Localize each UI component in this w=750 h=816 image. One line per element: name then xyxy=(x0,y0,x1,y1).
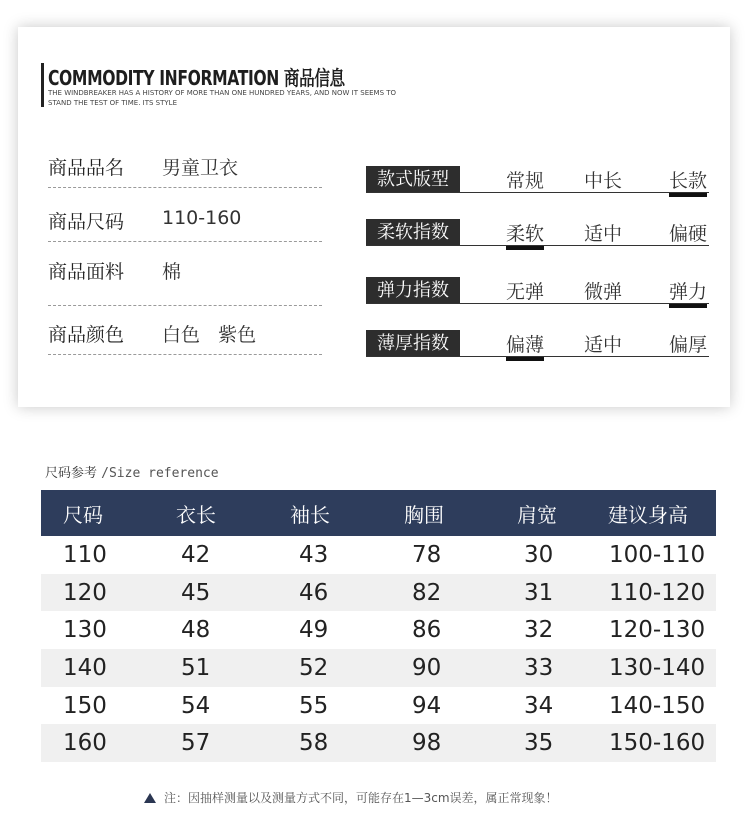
info-value: 110-160 xyxy=(162,207,242,229)
info-row-color xyxy=(48,320,322,350)
table-cell: 110-120 xyxy=(609,579,706,606)
table-cell: 35 xyxy=(524,730,554,757)
table-cell: 78 xyxy=(412,541,442,568)
attr-tag: 弹力指数 xyxy=(366,277,460,304)
table-row xyxy=(41,649,716,687)
header-cell-sleeve: 袖长 xyxy=(290,502,330,527)
table-cell: 48 xyxy=(181,617,211,644)
divider xyxy=(48,354,322,355)
table-cell: 86 xyxy=(412,617,442,644)
attr-option: 常规 xyxy=(506,170,545,192)
table-row xyxy=(41,574,716,612)
table-cell: 55 xyxy=(299,692,329,719)
attr-option: 中长 xyxy=(584,170,623,192)
table-row xyxy=(41,611,716,649)
attr-option: 偏硬 xyxy=(669,223,708,245)
table-cell: 110 xyxy=(63,541,107,568)
table-cell: 58 xyxy=(299,730,329,757)
attr-tag: 薄厚指数 xyxy=(366,330,460,357)
attr-row-style xyxy=(366,166,709,196)
divider xyxy=(48,305,322,306)
table-cell: 98 xyxy=(412,730,442,757)
header-cell-shoulder: 肩宽 xyxy=(517,502,557,527)
table-cell: 140-150 xyxy=(609,692,706,719)
size-table-body xyxy=(41,536,716,762)
info-value: 男童卫衣 xyxy=(162,157,239,179)
table-cell: 160 xyxy=(63,730,107,757)
note-text: 注：因抽样测量以及测量方式不同，可能存在1—3cm误差，属正常现象！ xyxy=(164,791,558,805)
warning-triangle-icon xyxy=(144,793,156,803)
table-cell: 140 xyxy=(63,654,107,681)
subtitle-line-1: THE WINDBREAKER HAS A HISTORY OF MORE THAN ONE HUNDRED YEARS, AND NOW IT SEEMS TO xyxy=(48,89,397,97)
table-cell: 34 xyxy=(524,692,554,719)
info-row-size xyxy=(48,207,322,237)
attr-row-softness xyxy=(366,219,709,249)
size-table-header xyxy=(41,490,716,536)
table-cell: 150 xyxy=(63,692,107,719)
attr-option: 微弹 xyxy=(584,281,623,303)
attr-tag: 柔软指数 xyxy=(366,219,460,246)
attr-row-thickness xyxy=(366,330,709,360)
table-cell: 90 xyxy=(412,654,442,681)
info-row-name xyxy=(48,153,322,183)
info-row-fabric xyxy=(48,257,322,287)
info-label: 商品面料 xyxy=(48,261,125,283)
page-subtitle xyxy=(48,89,428,108)
table-cell: 42 xyxy=(181,541,211,568)
table-row xyxy=(41,536,716,574)
header-cell-chest: 胸围 xyxy=(404,502,444,527)
table-cell: 31 xyxy=(524,579,554,606)
divider xyxy=(48,187,322,188)
table-row xyxy=(41,724,716,762)
title-accent-bar xyxy=(41,63,44,107)
table-cell: 150-160 xyxy=(609,730,706,757)
table-cell: 30 xyxy=(524,541,554,568)
size-table xyxy=(41,490,716,762)
table-cell: 120-130 xyxy=(609,617,706,644)
attr-option-selected: 柔软 xyxy=(506,219,544,250)
size-reference-label-cn: 尺码参考 xyxy=(45,466,98,481)
divider xyxy=(48,241,322,242)
table-cell: 52 xyxy=(299,654,329,681)
attr-option-selected: 弹力 xyxy=(669,277,707,308)
attr-row-elasticity xyxy=(366,277,709,307)
attr-tag: 款式版型 xyxy=(366,166,460,193)
attr-option-selected: 偏薄 xyxy=(506,330,544,361)
attr-option-selected: 长款 xyxy=(669,166,707,197)
table-cell: 94 xyxy=(412,692,442,719)
table-cell: 100-110 xyxy=(609,541,706,568)
table-cell: 82 xyxy=(412,579,442,606)
attr-option: 适中 xyxy=(584,223,623,245)
table-cell: 54 xyxy=(181,692,211,719)
table-cell: 32 xyxy=(524,617,554,644)
measurement-note xyxy=(144,789,558,806)
size-reference-label-en: /Size reference xyxy=(101,466,219,481)
table-cell: 46 xyxy=(299,579,329,606)
attr-option: 偏厚 xyxy=(669,334,708,356)
table-row xyxy=(41,687,716,725)
table-cell: 130 xyxy=(63,617,107,644)
info-label: 商品颜色 xyxy=(48,324,125,346)
info-label: 商品尺码 xyxy=(48,211,125,233)
table-cell: 43 xyxy=(299,541,329,568)
table-cell: 51 xyxy=(181,654,211,681)
page-title: COMMODITY INFORMATION 商品信息 xyxy=(48,66,345,90)
table-cell: 130-140 xyxy=(609,654,706,681)
header-cell-length: 衣长 xyxy=(176,502,216,527)
attr-option: 无弹 xyxy=(506,281,545,303)
subtitle-line-2: STAND THE TEST OF TIME. ITS STYLE xyxy=(48,98,177,107)
info-label: 商品品名 xyxy=(48,157,125,179)
size-reference-heading xyxy=(45,462,219,481)
info-value: 白色 紫色 xyxy=(162,324,257,346)
table-cell: 120 xyxy=(63,579,107,606)
table-cell: 45 xyxy=(181,579,211,606)
table-cell: 33 xyxy=(524,654,554,681)
header-cell-height: 建议身高 xyxy=(608,502,688,527)
attr-option: 适中 xyxy=(584,334,623,356)
info-value: 棉 xyxy=(162,261,182,283)
table-cell: 57 xyxy=(181,730,211,757)
table-cell: 49 xyxy=(299,617,329,644)
header-cell-size: 尺码 xyxy=(63,502,103,527)
